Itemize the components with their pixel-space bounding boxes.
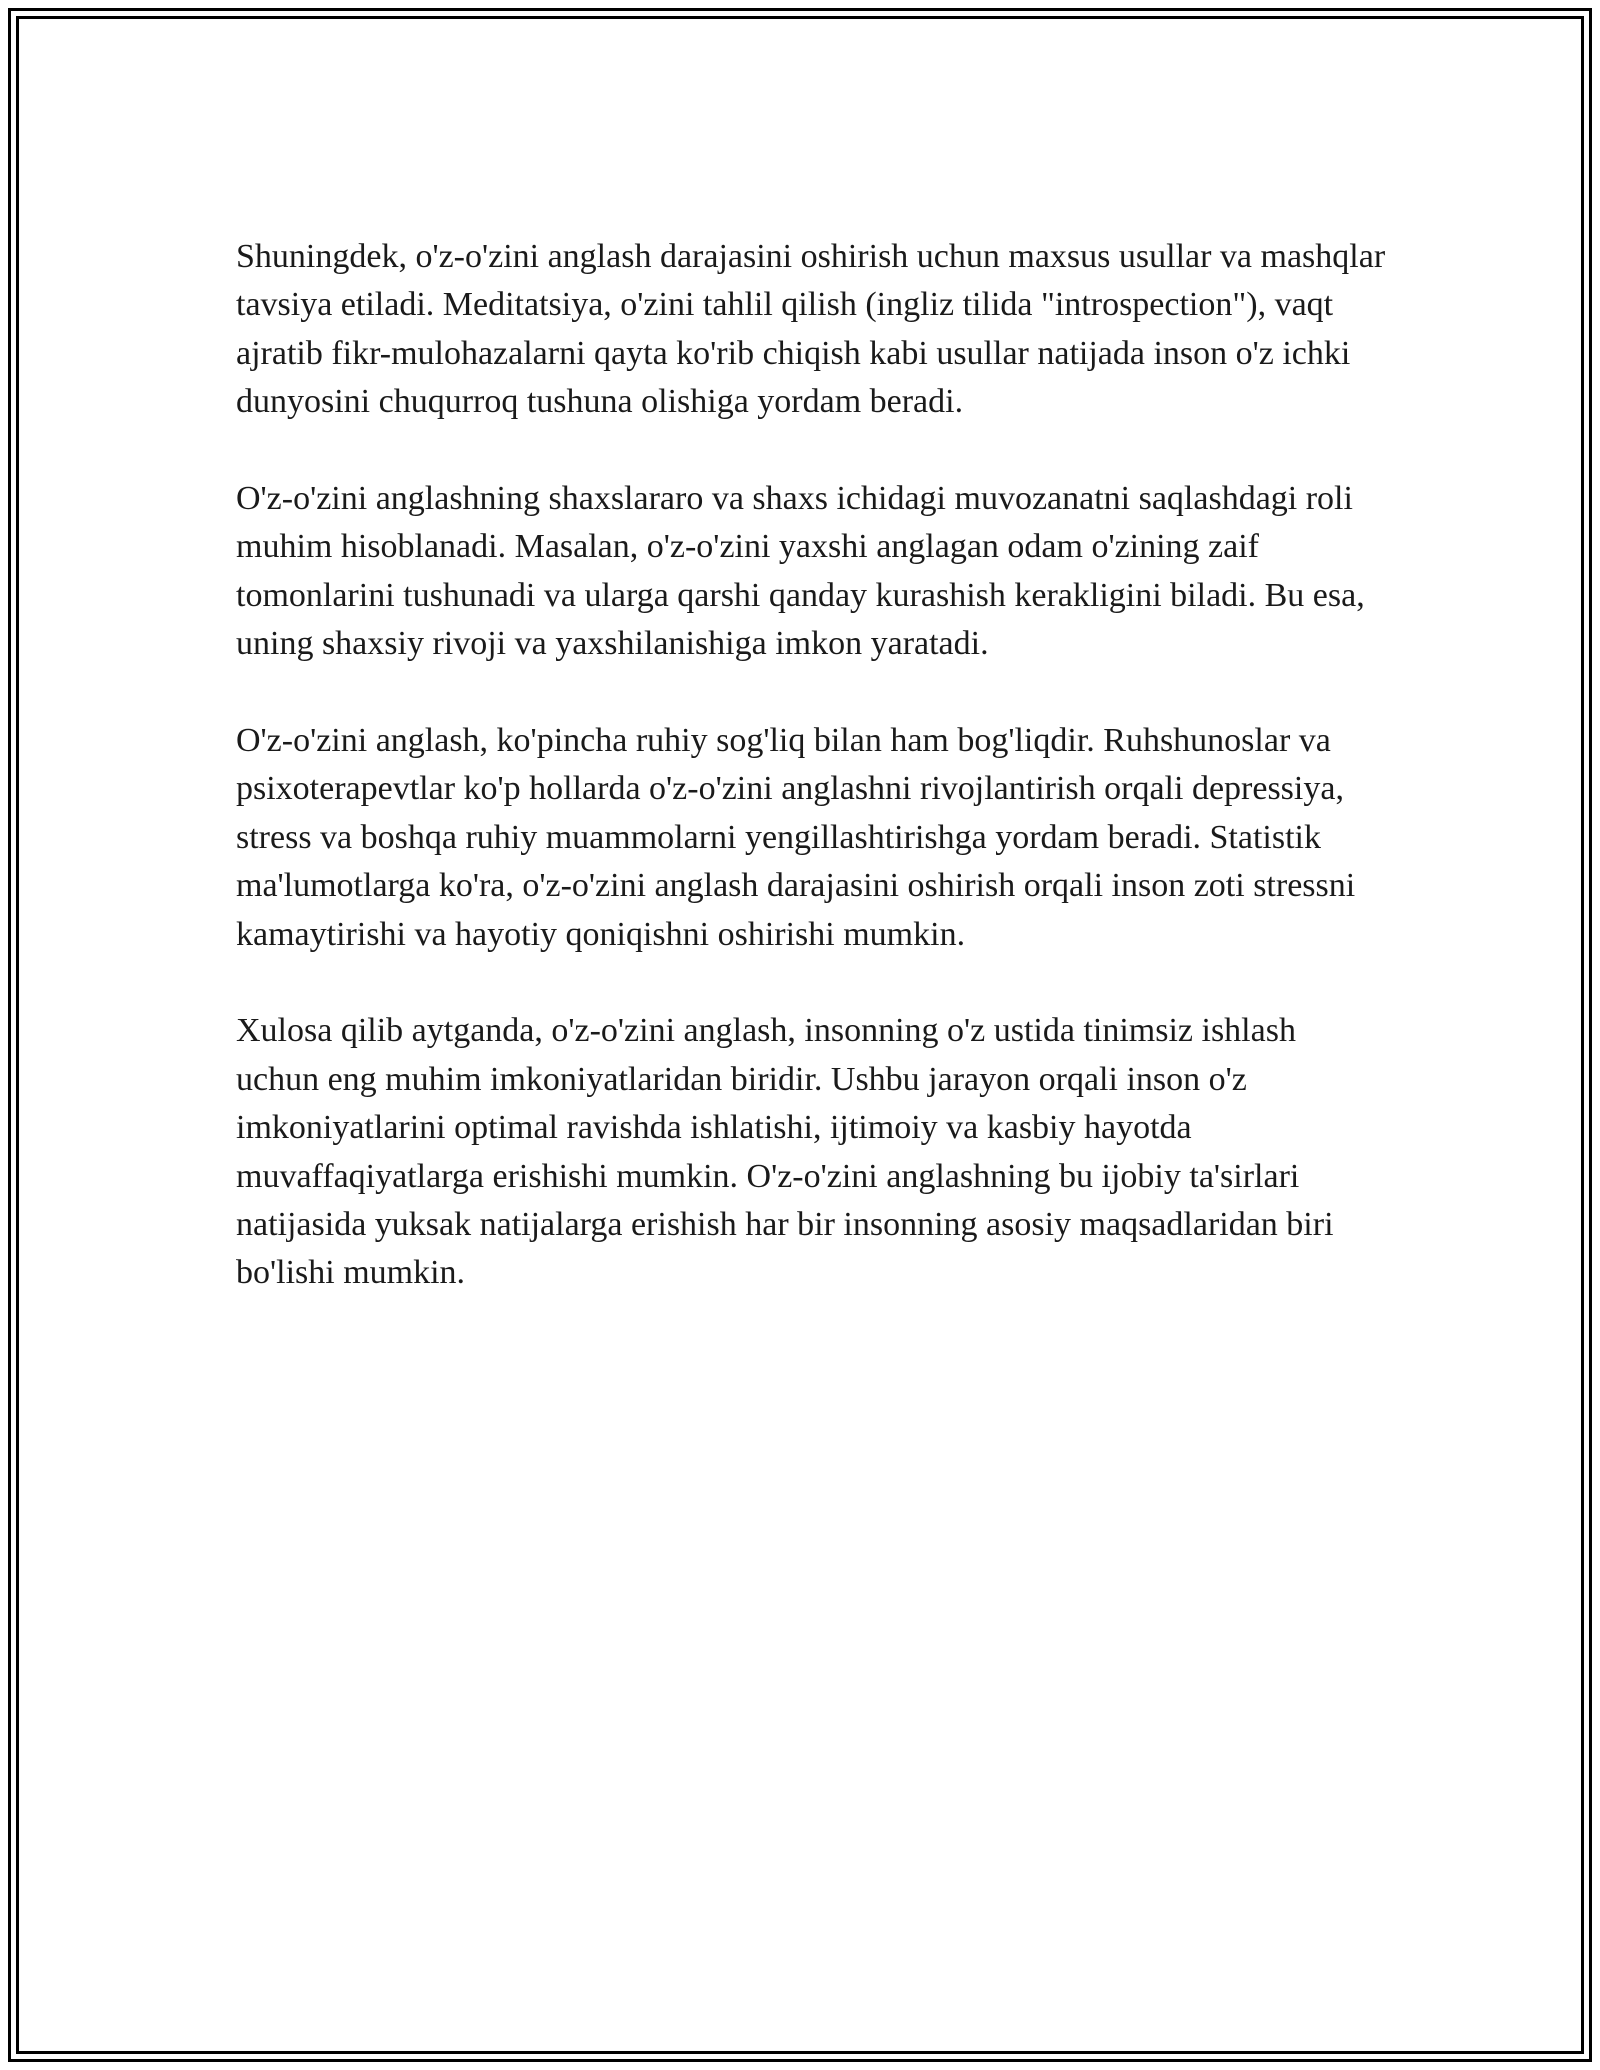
paragraph-3: O'z-o'zini anglash, ko'pincha ruhiy sog'liq bilan ham bog'liqdir. Ruhshunoslar va psixoterapevtlar ko'p hollarda o'z-o'zini anglashni rivojlantirish orqali depressiya, stress va boshqa ruhiy muammolarni yengillashtirishga yordam beradi. Statistik ma'lumotlarga ko'ra, o'z-o'zini anglash darajasini oshirish orqali inson zoti stressni kamaytirishi va hayotiy qoniqishni oshirishi mumkin. (236, 722, 1356, 953)
paragraph-1: Shuningdek, o'z-o'zini anglash darajasini oshirish uchun maxsus usullar va mashqlar tavsiya etiladi. Meditatsiya, o'zini tahlil qilish (ingliz tilida "introspection"), vaqt ajratib fikr-mulohazalarni qayta ko'rib chiqish kabi usullar natijada inson o'z ichki dunyosini chuqurroq tushuna olishiga yordam beradi. (236, 238, 1386, 421)
paragraph-2: O'z-o'zini anglashning shaxslararo va shaxs ichidagi muvozanatni saqlashdagi roli muhim hisoblanadi. Masalan, o'z-o'zini yaxshi anglagan odam o'zining zaif tomonlarini tushunadi va ularga qarshi qanday kurashish kerakligini biladi. Bu esa, uning shaxsiy rivoji va yaxshilanishiga imkon yaratadi. (236, 480, 1365, 663)
paragraph-4: Xulosa qilib aytganda, o'z-o'zini anglash, insonning o'z ustida tinimsiz ishlash uchun eng muhim imkoniyatlaridan biridir. Ushbu jarayon orqali inson o'z imkoniyatlarini optimal ravishda ishlatishi, ijtimoiy va kasbiy hayotda muvaffaqiyatlarga erishishi mumkin. O'z-o'zini anglashning bu ijobiy ta'sirlari natijasida yuksak natijalarga erishish har bir insonning asosiy maqsadlaridan biri bo'lishi mumkin. (236, 1012, 1334, 1292)
document-body (236, 233, 1386, 1346)
